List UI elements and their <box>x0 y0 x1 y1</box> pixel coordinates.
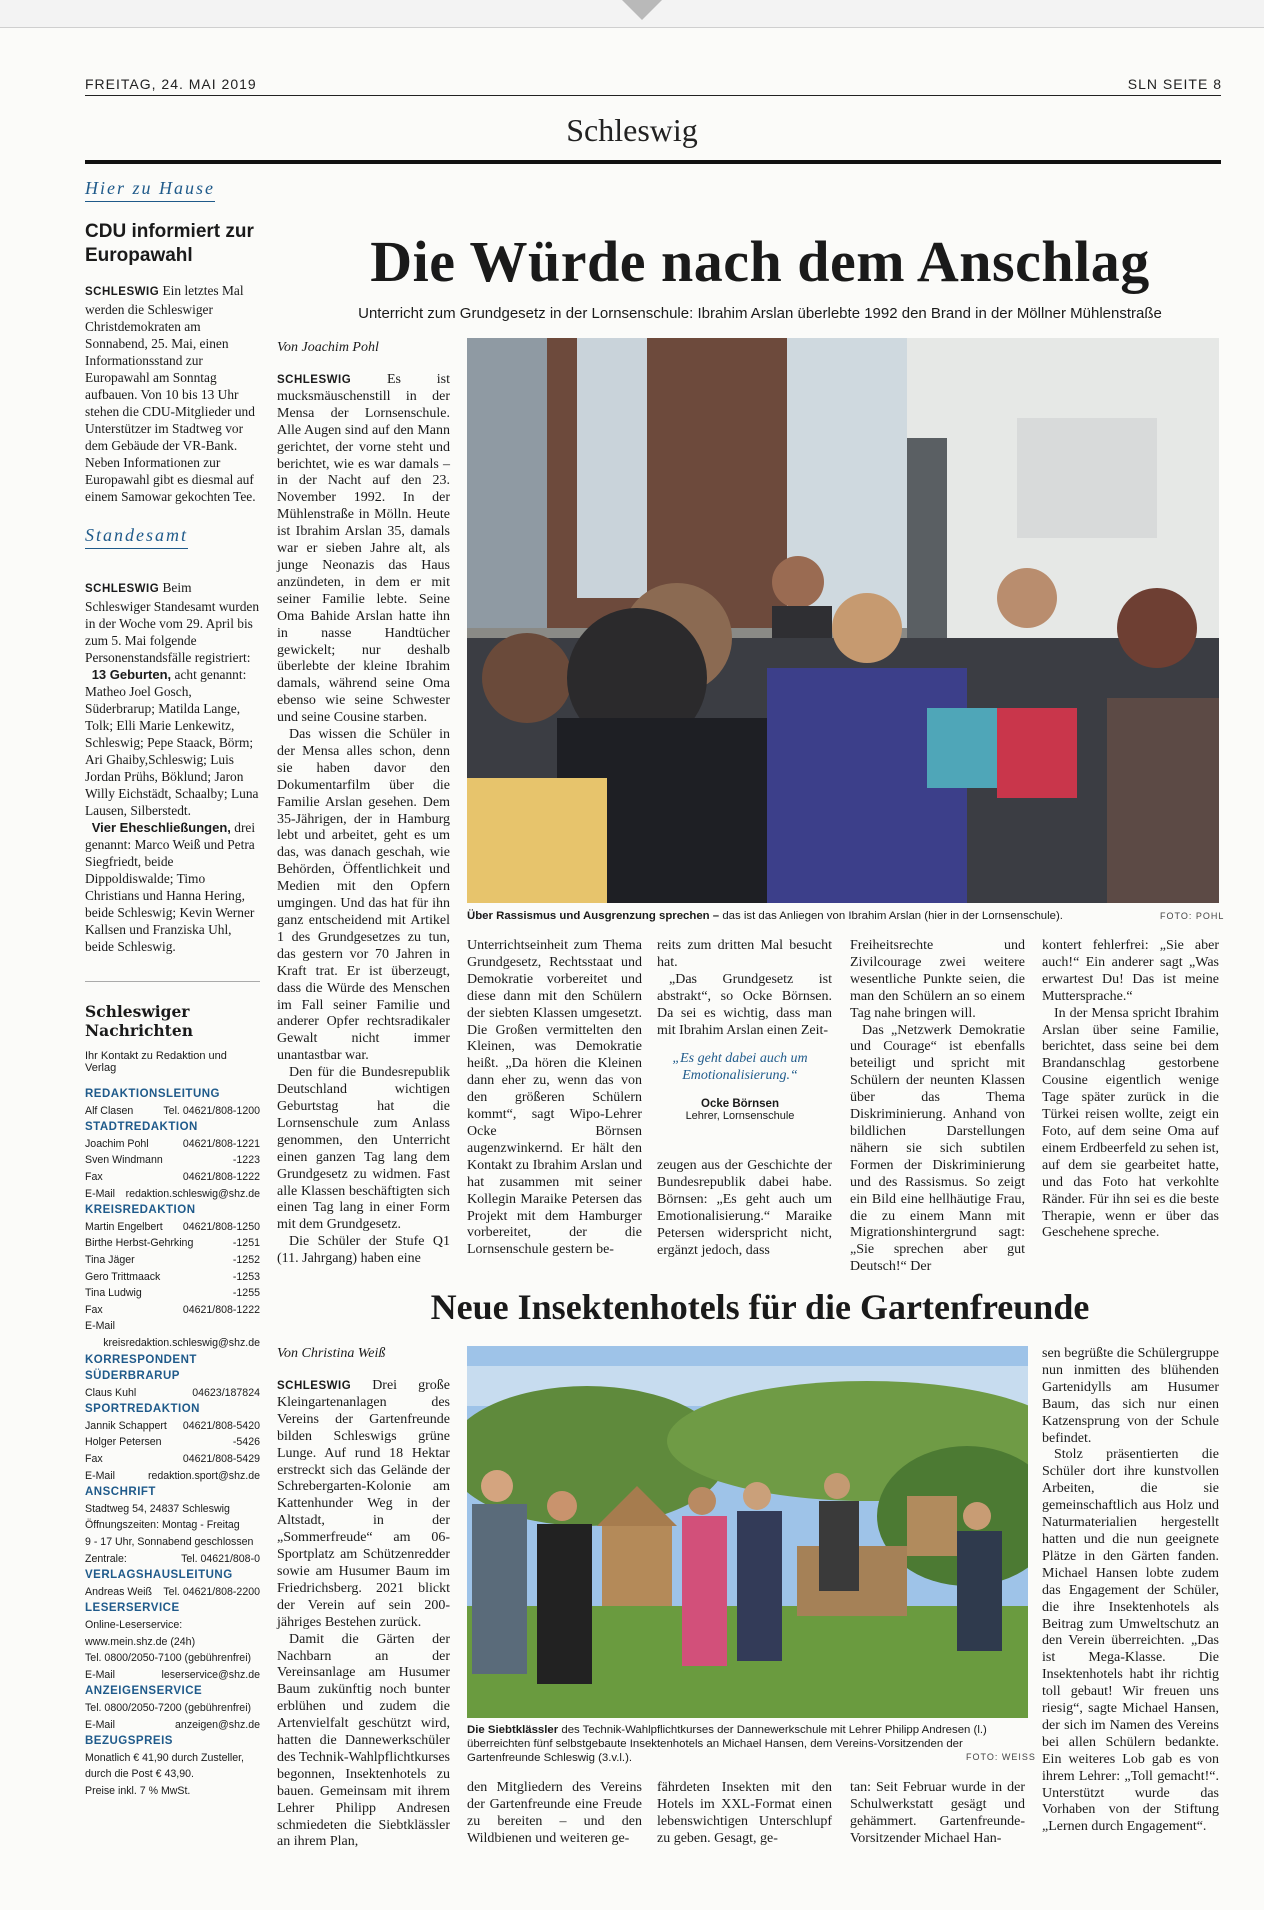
contact-label: Zentrale: <box>85 1552 127 1565</box>
contact-row <box>85 1517 260 1534</box>
viewer-top-bar <box>0 0 1264 28</box>
article1-photo <box>467 338 1219 903</box>
contact-row <box>85 1136 260 1153</box>
contact-value: kreisredaktion.schleswig@shz.de <box>103 1336 260 1349</box>
section-title: Schleswig <box>566 112 698 148</box>
article2-column-3: fährdeten Insekten mit den Hotels im XXL-Format einen lebenswichtigen Unterschlupf zu geben. Gesagt, ge- <box>657 1780 832 1846</box>
contact-list <box>85 1086 260 1800</box>
contact-row <box>85 1584 260 1601</box>
contact-value: -5426 <box>232 1436 260 1449</box>
contact-label: Alf Clasen <box>85 1104 134 1117</box>
contact-row <box>85 1335 260 1352</box>
contact-heading: STADTREDAKTION <box>85 1121 198 1134</box>
contact-label: E-Mail <box>85 1187 116 1200</box>
contact-value: 04621/808-1222 <box>182 1170 260 1183</box>
header-rule <box>85 95 1221 96</box>
article1-photo-caption: Über Rassismus und Ausgrenzung sprechen – das ist das Anliegen von Ibrahim Arslan (hier in der Lornsenschule). <box>467 910 1063 922</box>
contact-heading: KORRESPONDENT SÜDERBRARUP <box>85 1353 197 1383</box>
contact-row <box>85 1451 260 1468</box>
contact-row <box>85 1634 260 1651</box>
contact-row <box>85 1219 260 1236</box>
article1-headline: Die Würde nach dem Anschlag <box>370 229 1150 294</box>
article1-column-1: SCHLESWIG Es ist mucksmäuschenstill in der Mensa der Lornsenschule. Alle Augen sind auf den Mann gerichtet, der vorne steht und berichtet, wie es war damals – in der Nacht auf den 23. November 1992. In der Mühlenstraße in Mölln. Heute ist Ibrahim Arslan 35, damals war er sieben Jahre alt, als junge Neonazis das Haus anzündeten, in dem er mit seiner Familie lebte. Seine Oma Bahide Arslan hatte ihn in nasse Handtücher gewickelt; nur deshalb überlebte der kleine Ibrahim damals, während seine Oma ebenso wie seine Schwester und seine Cousine starben. Das wissen die Schüler in der Mensa alles schon, denn sie haben davor den Dokumentarfilm über die Familie Arslan gesehen. Dem 35-Jährigen, der in Hamburg lebt und arbeitet, geht es um das, was danach geschah, wie Behörden, Öffentlichkeit und Medien mit den Opfern umgingen. Und das hat für ihn ganz entscheidend mit Artikel 1 des Grundgesetzes zu tun, das gestern vor 70 Jahren in Kraft trat. Er ist überzeugt, dass die Würde des Menschen im Fall seiner Familie und anderer Opfer rechtsradikaler Gewalt nicht immer unantastbar war. Den für die Bundesrepublik Deutschland wichtigen Geburtstag hat die Lornsenschule zum Anlass genommen, den Unterricht einen ganzen Tag lang dem Grundgesetz zu widmen. Fast alle Klassen beschäftigten sich einen Tag lang in einer Form mit dem Grundgesetz. Die Schüler der Stufe Q1 (11. Jahrgang) haben eine <box>277 372 450 1267</box>
article2-column-4: tan: Seit Februar wurde in der Schulwerkstatt gesägt und gehämmert. Gartenfreunde-Vorsitzender Michael Han- <box>850 1780 1025 1846</box>
contact-value: 04621/808-5420 <box>182 1419 260 1432</box>
contact-row <box>85 1617 260 1634</box>
sidebar-text-standesamt: SCHLESWIG Beim Schleswiger Standesamt wurden in der Woche vom 29. April bis zum 5. Mai folgende Personenstandsfälle registriert: 13 Geburten, acht genannt: Matheo Joel Gosch, Süderbrarup; Matilda Lange, Tolk; Elli Marie Lenkewitz, Schleswig; Pepe Staack, Börm; Ari Ghaiby,Schleswig; Luis Jordan Prühs, Böklund; Jaron Willy Eichstädt, Schaalby; Luna Lausen, Silberstedt. Vier Eheschließungen, drei genannt: Marco Weiß und Petra Siegfriedt, beide Dippoldiswalde; Timo Christians und Hanna Hering, beide Schleswig; Kevin Werner Kallsen und Franziska Uhl, beide Schleswig. <box>85 580 260 954</box>
contact-label: Sven Windmann <box>85 1154 163 1167</box>
article1-column-4: Freiheitsrechte und Zivilcourage zwei weitere wesentliche Punkte seien, die man den Schülern an so einem Tag nahe bringen will. Das „Netzwerk Demokratie und Courage“ ist ebenfalls beteiligt und spricht mit Schülern der neunten Klassen über das Thema Diskriminierung. Anhand von bildlichen Darstellungen nähern sie sich subtilen Formen der Diskriminierung und des Rassismus. So zeigt ein Bild eine hellhäutige Frau, die zu einem Mann mit Migrationshintergrund sagt: „Sie sprechen aber gut Deutsch!“ Der <box>850 938 1025 1275</box>
article1-column-3-bottom: zeugen aus der Geschichte der Bundesrepublik dabei habe. Börnsen: „Es geht auch um Emotionalisierung.“ Maraike Petersen widerspricht nicht, ergänzt jedoch, dass <box>657 1158 832 1258</box>
page-number: SLN SEITE 8 <box>1127 76 1222 92</box>
contact-heading: VERLAGSHAUSLEITUNG <box>85 1569 233 1582</box>
contact-value: 04621/808-1221 <box>182 1137 260 1150</box>
pull-quote-name: Ocke Börnsen <box>701 1098 779 1110</box>
contact-row <box>85 1534 260 1551</box>
article2-photo <box>467 1346 1028 1718</box>
contact-label: Joachim Pohl <box>85 1137 149 1150</box>
contact-value: Tel. 04621/808-1200 <box>163 1104 260 1117</box>
contact-value: Tel. 04621/808-2200 <box>163 1585 260 1598</box>
contact-heading: ANSCHRIFT <box>85 1486 156 1499</box>
contact-value: anzeigen@shz.de <box>175 1718 260 1731</box>
article2-headline: Neue Insektenhotels für die Gartenfreunde <box>430 1287 1090 1327</box>
contact-row <box>85 1418 260 1435</box>
contact-label: Martin Engelbert <box>85 1220 163 1233</box>
contact-row <box>85 1434 260 1451</box>
contact-label: Birthe Herbst-Gehrking <box>85 1237 194 1250</box>
newspaper-page <box>0 28 1264 1910</box>
article2-column-1: SCHLESWIG Drei große Kleingartenanlagen des Vereins der Gartenfreunde bilden Schleswigs grüne Lunge. Auf rund 18 Hektar erstreckt sich das Gelände der Schrebergarten-Kolonie am Kattenhunder Weg in der Altstadt, in der „Sommerfreude“ am 06-Sportplatz am Schützenredder sowie am Husumer Baum im Friedrichsberg. 2021 blickt der Verein auf sein 200-jähriges Bestehen zurück. Damit die Gärten der Nachbarn an der Vereinsanlage am Husumer Baum zukünftig noch bunter erblühen und zudem die Artenvielfalt geschützt wird, hatten die Dannewerkschüler des Technik-Wahlpflichtkurses begonnen, Insektenhotels zu bauen. Gemeinsam mit ihrem Lehrer Philipp Andresen schmiedeten die Siebtklässler an ihrem Plan, <box>277 1378 450 1850</box>
article2-column-2: den Mitgliedern des Vereins der Gartenfreunde eine Freude zu bereiten – und den Wildbienen und weiteren ge- <box>467 1780 642 1846</box>
article2-photo-caption: Die Siebtklässler des Technik-Wahlpflichtkurses der Dannewerkschule mit Lehrer Philipp Andresen (l.) überreichten fünf selbstgebaute Insektenhotels an Michael Hansen, dem Vereins-Vorsitzenden der Gartenfreunde Schleswig (3.v.l.). <box>467 1724 987 1764</box>
contact-row <box>85 1235 260 1252</box>
contact-row <box>85 1700 260 1717</box>
contact-row <box>85 1551 260 1568</box>
contact-row <box>85 1252 260 1269</box>
contact-label: Online-Leserservice: <box>85 1619 183 1631</box>
article1-pull-quote <box>660 1050 820 1122</box>
sidebar-kicker-standesamt: Standesamt <box>85 525 188 549</box>
contact-row <box>85 1152 260 1169</box>
contact-value: 04621/808-1250 <box>182 1220 260 1233</box>
sidebar-kicker-hier-zu-hause: Hier zu Hause <box>85 178 215 202</box>
contact-label: Andreas Weiß <box>85 1585 152 1598</box>
contact-row <box>85 1750 260 1767</box>
article1-subheadline: Unterricht zum Grundgesetz in der Lornsenschule: Ibrahim Arslan überlebte 1992 den Brand in der Möllner Mühlenstraße <box>358 305 1162 322</box>
contact-value: 04621/808-5429 <box>182 1453 260 1466</box>
sidebar-text-cdu: SCHLESWIG Ein letztes Mal werden die Schleswiger Christdemokraten am Sonnabend, 25. Mai, einen Informationsstand zur Europawahl am Sonntag aufbauen. Von 10 bis 13 Uhr stehen die CDU-Mitglieder und Unterstützer im Stadtweg vor dem Gebäude der VR-Bank. Neben Informationen zur Europawahl gibt es diesmal auf einem Samowar gekochten Tee. <box>85 283 256 504</box>
contact-label: durch die Post € 43,90. <box>85 1768 194 1781</box>
pull-quote-role: Lehrer, Lornsenschule <box>685 1110 795 1122</box>
contact-heading: REDAKTIONSLEITUNG <box>85 1088 220 1100</box>
contact-label: Monatlich € 41,90 durch Zusteller, <box>85 1751 244 1764</box>
contact-label: Gero Trittmaack <box>85 1270 161 1283</box>
contact-value: 04621/808-1222 <box>182 1303 260 1316</box>
contact-row <box>85 1302 260 1319</box>
lecture-photo-image <box>467 338 1219 903</box>
contact-label: E-Mail <box>85 1320 116 1333</box>
sidebar-headline-cdu: CDU informiert zur Europawahl <box>85 221 254 266</box>
header-thick-rule <box>85 160 1221 164</box>
contact-value: -1252 <box>232 1253 260 1266</box>
contact-row <box>85 1318 260 1335</box>
contact-label: www.mein.shz.de (24h) <box>85 1635 196 1648</box>
contact-row <box>85 1667 260 1684</box>
article1-photo-credit: FOTO: POHL <box>1160 911 1225 921</box>
sidebar <box>85 178 260 1800</box>
contact-row <box>85 1650 260 1667</box>
masthead-logo: Schleswiger Nachrichten <box>85 981 260 1040</box>
contact-value: -1255 <box>232 1287 260 1300</box>
contact-row <box>85 1783 260 1800</box>
contact-value: 04623/187824 <box>192 1386 260 1399</box>
contact-label: Jannik Schappert <box>85 1419 167 1432</box>
chevron-down-icon[interactable] <box>622 0 662 20</box>
insect-hotel-photo-image <box>467 1346 1028 1718</box>
pull-quote-text: „Es geht dabei auch um Emotionalisierung.“ <box>672 1051 808 1083</box>
contact-value: -1251 <box>232 1237 260 1250</box>
contact-heading: BEZUGSPREIS <box>85 1735 173 1748</box>
contact-value: redaktion.schleswig@shz.de <box>125 1187 260 1200</box>
article1-byline: Von Joachim Pohl <box>277 340 379 355</box>
contact-label: E-Mail <box>85 1718 116 1731</box>
contact-label: Tel. 0800/2050-7100 (gebührenfrei) <box>85 1652 252 1665</box>
article1-column-5: kontert fehlerfrei: „Sie aber auch!“ Ein anderer sagt „Was erwartest Du! Das ist meine Muttersprache.“ In der Mensa spricht Ibrahim Arslan über seine Familie, berichtet, dass seine bei dem Brandanschlag gestorbene Cousine eigentlich wenige Tage später zurück in die Türkei reisen wollte, zeigt ein Foto, auf dem seine Oma auf einem Erdbeerfeld zu sehen ist, auf dem sie gearbeitet hatte, und das Foto hat verkohlte Ränder. Für ihn sei es die beste Therapie, wenn er über das Geschehene spreche. <box>1042 938 1219 1241</box>
contact-heading: LESERSERVICE <box>85 1602 180 1615</box>
masthead-subtitle: Ihr Kontakt zu Redaktion und Verlag <box>85 1050 227 1074</box>
article2-photo-credit: FOTO: WEISS <box>966 1752 1036 1762</box>
contact-label: Fax <box>85 1453 103 1466</box>
contact-label: Holger Petersen <box>85 1436 162 1449</box>
contact-label: Tina Ludwig <box>85 1287 142 1300</box>
article1-column-3-top: reits zum dritten Mal besucht hat. „Das Grundgesetz ist abstrakt“, so Ocke Börnsen. Da sei es wichtig, dass man mit Ibrahim Arslan einen Zeit- <box>657 938 832 1038</box>
contact-heading: SPORTREDAKTION <box>85 1403 200 1416</box>
contact-label: Öffnungszeiten: Montag - Freitag <box>85 1519 240 1532</box>
contact-label: E-Mail <box>85 1668 116 1681</box>
contact-label: E-Mail <box>85 1469 116 1482</box>
contact-label: 9 - 17 Uhr, Sonnabend geschlossen <box>85 1536 254 1549</box>
contact-row <box>85 1717 260 1734</box>
contact-row <box>85 1285 260 1302</box>
contact-value: Tel. 04621/808-0 <box>181 1552 260 1565</box>
contact-heading: KREISREDAKTION <box>85 1204 196 1217</box>
contact-row <box>85 1385 260 1402</box>
contact-label: Preise inkl. 7 % MwSt. <box>85 1784 191 1797</box>
contact-row <box>85 1501 260 1518</box>
article1-column-2: Unterrichtseinheit zum Thema Grundgesetz, Rechtsstaat und Demokratie vorbereitet und diese dann mit den Schülern der siebten Klassen umgesetzt. Die Großen vermittelten den Kleinen, was Demokratie heißt. „Da hören die Kleinen dann eher zu, wenn das von den größeren Schülern kommt“, sagt Wipo-Lehrer Ocke Börnsen augenzwinkernd. Er hält den Kontakt zu Ibrahim Arslan und hat zusammen mit seiner Kollegin Maraike Petersen das Projekt mit dem Hamburger vorbereitet, der die Lornsenschule gestern be- <box>467 938 642 1258</box>
contact-row <box>85 1766 260 1783</box>
contact-row <box>85 1169 260 1186</box>
contact-row <box>85 1186 260 1203</box>
contact-row <box>85 1269 260 1286</box>
contact-label: Stadtweg 54, 24837 Schleswig <box>85 1502 230 1515</box>
contact-value: -1253 <box>232 1270 260 1283</box>
article2-byline: Von Christina Weiß <box>277 1346 386 1361</box>
contact-value: -1223 <box>232 1154 260 1167</box>
contact-label: Tel. 0800/2050-7200 (gebührenfrei) <box>85 1701 252 1714</box>
contact-label: Fax <box>85 1303 103 1316</box>
contact-value: leserservice@shz.de <box>161 1668 260 1681</box>
contact-value: redaktion.sport@shz.de <box>147 1469 260 1482</box>
article2-column-5: sen begrüßte die Schülergruppe nun inmitten des blühenden Gartenidylls am Husumer Baum, das sich nur einen Katzensprung von der Schule befindet. Stolz präsentierten die Schüler dort ihre kunstvollen Arbeiten, die sie gemeinschaftlich aus Holz und Naturmaterialien hergestellt hatten und die nun geeignete Plätze in den Gärten fanden. Michael Hansen lobte zudem das Engagement der Schüler, die ihre Insektenhotels als Beitrag zum Umweltschutz an den Verein überreichten. „Das ist Mega-Klasse. Die Insektenhotels habt ihr richtig toll gebaut! Wir freuen uns riesig“, sagte Michael Hansen, der sich im Namen des Vereins bei allen Schülern bedankte. Ein weiteres Lob gab es von ihrem Lehrer: „Toll gemacht!“. Unterstützt wurde das Vorhaben von der Stiftung „Lernen durch Engagement“. <box>1042 1346 1219 1835</box>
issue-date: FREITAG, 24. MAI 2019 <box>85 76 257 92</box>
contact-heading: ANZEIGENSERVICE <box>85 1685 203 1698</box>
contact-row <box>85 1103 260 1120</box>
contact-label: Claus Kuhl <box>85 1386 137 1399</box>
contact-label: Fax <box>85 1170 103 1183</box>
contact-label: Tina Jäger <box>85 1253 135 1266</box>
contact-row <box>85 1468 260 1485</box>
